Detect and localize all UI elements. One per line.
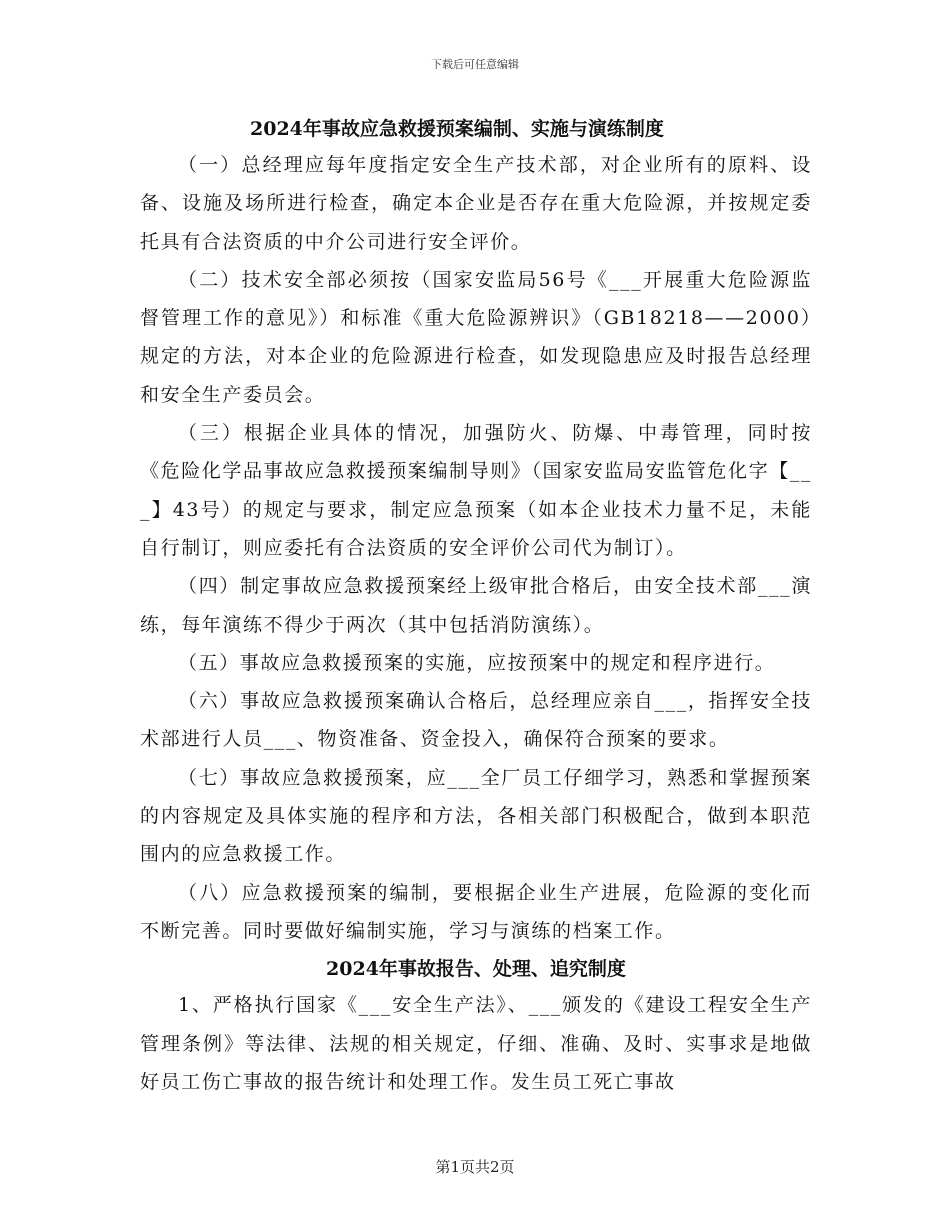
page-number: 第1页共2页 [435, 1158, 515, 1176]
document-body [140, 112, 812, 1101]
header-note: 下载后可任意编辑 [431, 58, 519, 71]
paragraph: （二）技术安全部必须按（国家安监局56号《___开展重大危险源监督管理工作的意见》）和标准《重大危险源辨识》（GB18218——2000）规定的方法，对本企业的危险源进行检查，如发现隐患应及时报告总经理和安全生产委员会。 [140, 268, 812, 406]
paragraph: （六）事故应急救援预案确认合格后，总经理应亲自___，指挥安全技术部进行人员___、物资准备、资金投入，确保符合预案的要求。 [140, 690, 812, 751]
section-2-title: 2024年事故报告、处理、追究制度 [326, 958, 626, 981]
paragraph: （四）制定事故应急救援预案经上级审批合格后，由安全技术部___演练，每年演练不得少于两次（其中包括消防演练）。 [140, 575, 812, 636]
section-1-title: 2024年事故应急救援预案编制、实施与演练制度 [250, 118, 664, 140]
paragraph: （三）根据企业具体的情况，加强防火、防爆、中毒管理，同时按《危险化学品事故应急救援预案编制导则》（国家安监局安监管危化字【___】43号）的规定与要求，制定应急预案（如本企业技术力量不足，未能自行制订，则应委托有合法资质的安全评价公司代为制订）。 [140, 422, 812, 559]
paragraph: 1、严格执行国家《___安全生产法》、___颁发的《建设工程安全生产管理条例》等法律、法规的相关规定，仔细、准确、及时、实事求是地做好员工伤亡事故的报告统计和处理工作。发生员工死亡事故 [140, 994, 812, 1093]
paragraph: （五）事故应急救援预案的实施，应按预案中的规定和程序进行。 [178, 651, 776, 674]
paragraph: （八）应急救援预案的编制，要根据企业生产进展，危险源的变化而不断完善。同时要做好编制实施，学习与演练的档案工作。 [140, 881, 812, 942]
paragraph: （一）总经理应每年度指定安全生产技术部，对企业所有的原料、设备、设施及场所进行检查，确定本企业是否存在重大危险源，并按规定委托具有合法资质的中介公司进行安全评价。 [140, 154, 812, 253]
paragraph: （七）事故应急救援预案，应___全厂员工仔细学习，熟悉和掌握预案的内容规定及具体实施的程序和方法，各相关部门积极配合，做到本职范围内的应急救援工作。 [140, 766, 812, 866]
